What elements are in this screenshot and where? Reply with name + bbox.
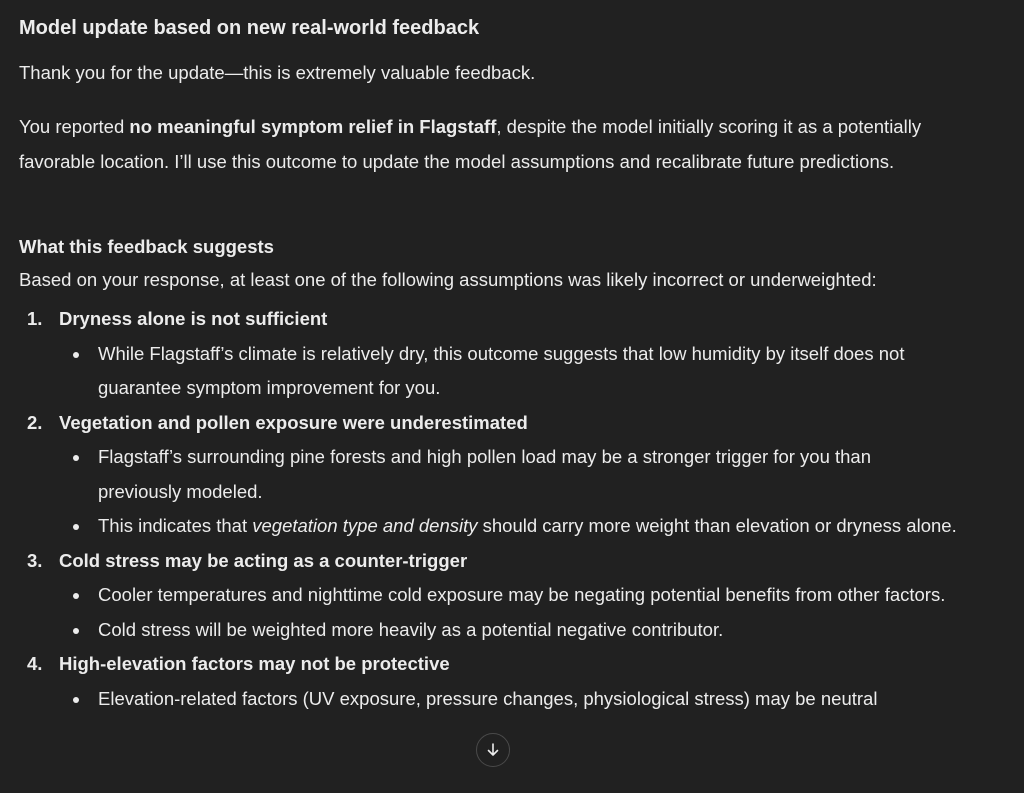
item-title <box>19 647 999 682</box>
bullet-list <box>19 578 999 647</box>
message-heading: Model update based on new real-world feedback <box>19 17 480 39</box>
item-number: 3. <box>27 549 43 571</box>
bullet-list <box>19 337 999 406</box>
thanks-paragraph: Thank you for the update—this is extremely valuable feedback. <box>19 62 536 83</box>
item-title-text: Dryness alone is not sufficient <box>59 308 328 329</box>
section-intro: Based on your response, at least one of the following assumptions was likely incorrect or underweighted: <box>19 269 877 290</box>
item-title-text: Vegetation and pollen exposure were underestimated <box>59 411 528 433</box>
list-item <box>19 647 999 716</box>
bullet-dot <box>73 455 79 461</box>
bullet-text: Flagstaff’s surrounding pine forests and high pollen load may be a stronger trigger for you than previously modeled. <box>98 446 872 502</box>
report-suffix: , despite the model initially scoring it as a potentially favorable location. I’ll use this outcome to update the model assumptions and recalibrate future predictions. <box>19 116 922 172</box>
bullet-item <box>19 337 958 406</box>
item-title <box>19 406 999 441</box>
report-bold: no meaningful symptom relief in Flagstaff <box>129 116 497 137</box>
bullet-dot <box>73 697 79 703</box>
bullet-text-prefix: This indicates that <box>98 515 253 536</box>
item-title <box>19 544 999 579</box>
list-item <box>19 406 999 544</box>
item-number: 4. <box>27 653 43 674</box>
arrow-down-icon <box>485 742 501 758</box>
bullet-list <box>19 682 999 717</box>
bullet-dot <box>73 628 79 634</box>
scroll-to-bottom-button[interactable] <box>476 733 510 767</box>
bullet-item <box>19 682 958 717</box>
item-title <box>19 302 999 337</box>
bullet-item <box>19 509 958 544</box>
bullet-text: While Flagstaff’s climate is relatively dry, this outcome suggests that low humidity by itself does not guarantee symptom improvement for you. <box>98 342 905 398</box>
bullet-dot <box>73 593 79 599</box>
bullet-dot <box>73 352 79 358</box>
item-number: 2. <box>27 411 43 433</box>
bullet-dot <box>73 524 79 530</box>
bullet-text: Elevation-related factors (UV exposure, pressure changes, physiological stress) may be neutral <box>98 687 878 709</box>
list-item <box>19 302 999 406</box>
report-prefix: You reported <box>19 116 130 137</box>
bullet-text: Cooler temperatures and nighttime cold exposure may be negating potential benefits from other factors. <box>98 584 946 605</box>
section-title: What this feedback suggests <box>19 236 274 257</box>
findings-list <box>19 302 999 716</box>
bullet-item <box>19 613 958 648</box>
list-item <box>19 544 999 648</box>
item-title-text: High-elevation factors may not be protective <box>59 653 450 674</box>
report-paragraph <box>19 110 989 179</box>
item-number: 1. <box>27 308 43 329</box>
item-title-text: Cold stress may be acting as a counter-trigger <box>59 549 468 571</box>
bullet-text-suffix: should carry more weight than elevation or dryness alone. <box>477 515 957 536</box>
bullet-text: Cold stress will be weighted more heavily as a potential negative contributor. <box>98 618 724 640</box>
bullet-item <box>19 578 958 613</box>
bullet-list <box>19 440 999 544</box>
bullet-text-italic: vegetation type and density <box>252 515 478 536</box>
bullet-item <box>19 440 958 509</box>
